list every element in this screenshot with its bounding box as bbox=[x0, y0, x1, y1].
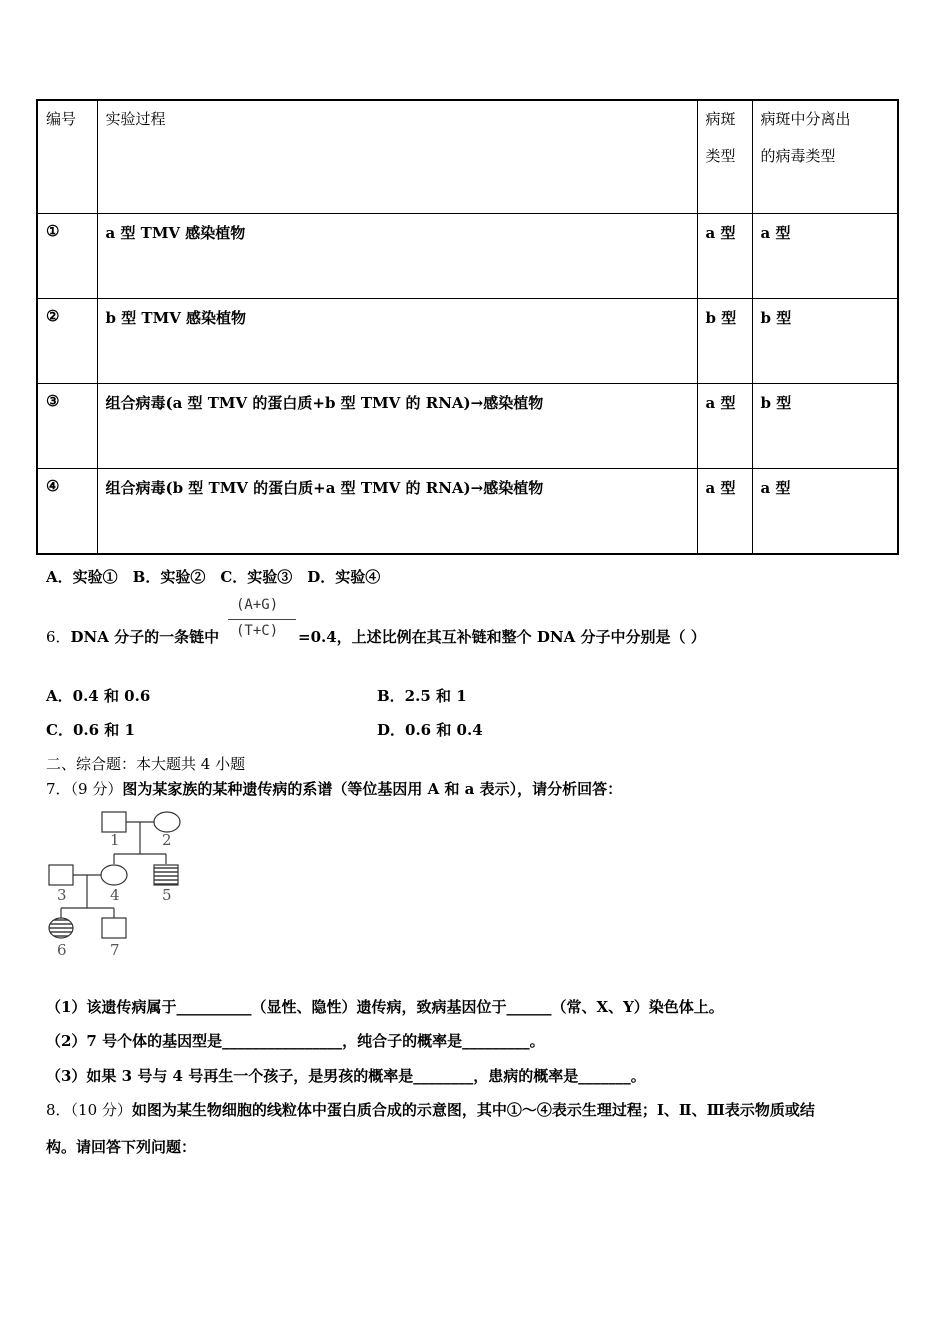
row-process: 组合病毒(b 型 TMV 的蛋白质+a 型 TMV 的 RNA)→感染植物 bbox=[97, 469, 697, 555]
fraction-numerator: (A+G) bbox=[236, 597, 279, 613]
q6-option-b: B．2.5 和 1 bbox=[377, 687, 467, 705]
individual-1-male bbox=[102, 812, 126, 832]
table-row bbox=[37, 384, 898, 469]
q7-sub1: （1）该遗传病属于__________（显性、隐性）遗传病，致病基因位于______（常、X、Y）染色体上。 bbox=[46, 998, 724, 1016]
q6-option-d: D．0.6 和 0.4 bbox=[377, 721, 483, 739]
individual-6-affected-female bbox=[49, 918, 73, 938]
row-virus-type: b 型 bbox=[752, 384, 898, 469]
row-spot-type: a 型 bbox=[697, 469, 752, 555]
label-6: 6 bbox=[57, 941, 67, 959]
row-number: ④ bbox=[37, 469, 97, 555]
label-7: 7 bbox=[110, 941, 120, 959]
header-virus-type: 病斑中分离出 的病毒类型 bbox=[752, 100, 898, 214]
header-spot-type: 病斑 类型 bbox=[697, 100, 752, 214]
q8-text-line1: 如图为某生物细胞的线粒体中蛋白质合成的示意图，其中①～④表示生理过程；Ⅰ、Ⅱ、Ⅲ表示物质或结 bbox=[131, 1101, 815, 1119]
q6-text-after: =0.4，上述比例在其互补链和整个 DNA 分子中分别是（ ） bbox=[298, 628, 706, 646]
row-process: b 型 TMV 感染植物 bbox=[97, 299, 697, 384]
row-process: a 型 TMV 感染植物 bbox=[97, 214, 697, 299]
row-virus-type: b 型 bbox=[752, 299, 898, 384]
table-row bbox=[37, 214, 898, 299]
pedigree-diagram bbox=[40, 806, 200, 962]
fraction-bar bbox=[228, 619, 296, 620]
q6-option-c: C．0.6 和 1 bbox=[46, 721, 135, 739]
experiment-table bbox=[36, 99, 899, 555]
q8-stem-line1 bbox=[46, 1099, 815, 1120]
label-1: 1 bbox=[110, 831, 120, 849]
row-spot-type: a 型 bbox=[697, 384, 752, 469]
q8-number: 8．（10 分） bbox=[46, 1101, 132, 1119]
row-number: ① bbox=[37, 214, 97, 299]
header-number: 编号 bbox=[37, 100, 97, 214]
row-spot-type: b 型 bbox=[697, 299, 752, 384]
table-row bbox=[37, 469, 898, 555]
row-process: 组合病毒(a 型 TMV 的蛋白质+b 型 TMV 的 RNA)→感染植物 bbox=[97, 384, 697, 469]
individual-4-female bbox=[101, 865, 127, 885]
label-4: 4 bbox=[110, 886, 120, 904]
row-virus-type: a 型 bbox=[752, 214, 898, 299]
table-row bbox=[37, 299, 898, 384]
row-number: ② bbox=[37, 299, 97, 384]
fraction-denominator: (T+C) bbox=[236, 623, 279, 639]
row-virus-type: a 型 bbox=[752, 469, 898, 555]
q5-options: A．实验① B．实验② C．实验③ D．实验④ bbox=[46, 568, 381, 586]
q7-number: 7．（9 分） bbox=[46, 780, 123, 798]
q6-stem bbox=[46, 626, 219, 647]
header-process: 实验过程 bbox=[97, 100, 697, 214]
table-header-row bbox=[37, 100, 898, 214]
individual-3-male bbox=[49, 865, 73, 885]
q6-option-a: A．0.4 和 0.6 bbox=[46, 687, 151, 705]
q6-text-before: DNA 分子的一条链中 bbox=[70, 628, 220, 646]
individual-2-female bbox=[154, 812, 180, 832]
section-2-title: 二、综合题：本大题共 4 小题 bbox=[46, 755, 246, 773]
row-number: ③ bbox=[37, 384, 97, 469]
q8-text-line2: 构。请回答下列问题： bbox=[46, 1138, 197, 1156]
q7-text: 图为某家族的某种遗传病的系谱（等位基因用 A 和 a 表示），请分析回答： bbox=[122, 780, 623, 798]
individual-7-male bbox=[102, 918, 126, 938]
q6-number: 6． bbox=[46, 628, 71, 646]
q7-stem bbox=[46, 778, 622, 799]
q7-sub3: （3）如果 3 号与 4 号再生一个孩子，是男孩的概率是________，患病的概率是_______。 bbox=[46, 1067, 646, 1085]
label-2: 2 bbox=[162, 831, 172, 849]
label-5: 5 bbox=[162, 886, 172, 904]
q7-sub2: （2）7 号个体的基因型是________________，纯合子的概率是_________。 bbox=[46, 1032, 545, 1050]
label-3: 3 bbox=[57, 886, 67, 904]
row-spot-type: a 型 bbox=[697, 214, 752, 299]
individual-5-affected-male bbox=[154, 865, 178, 885]
